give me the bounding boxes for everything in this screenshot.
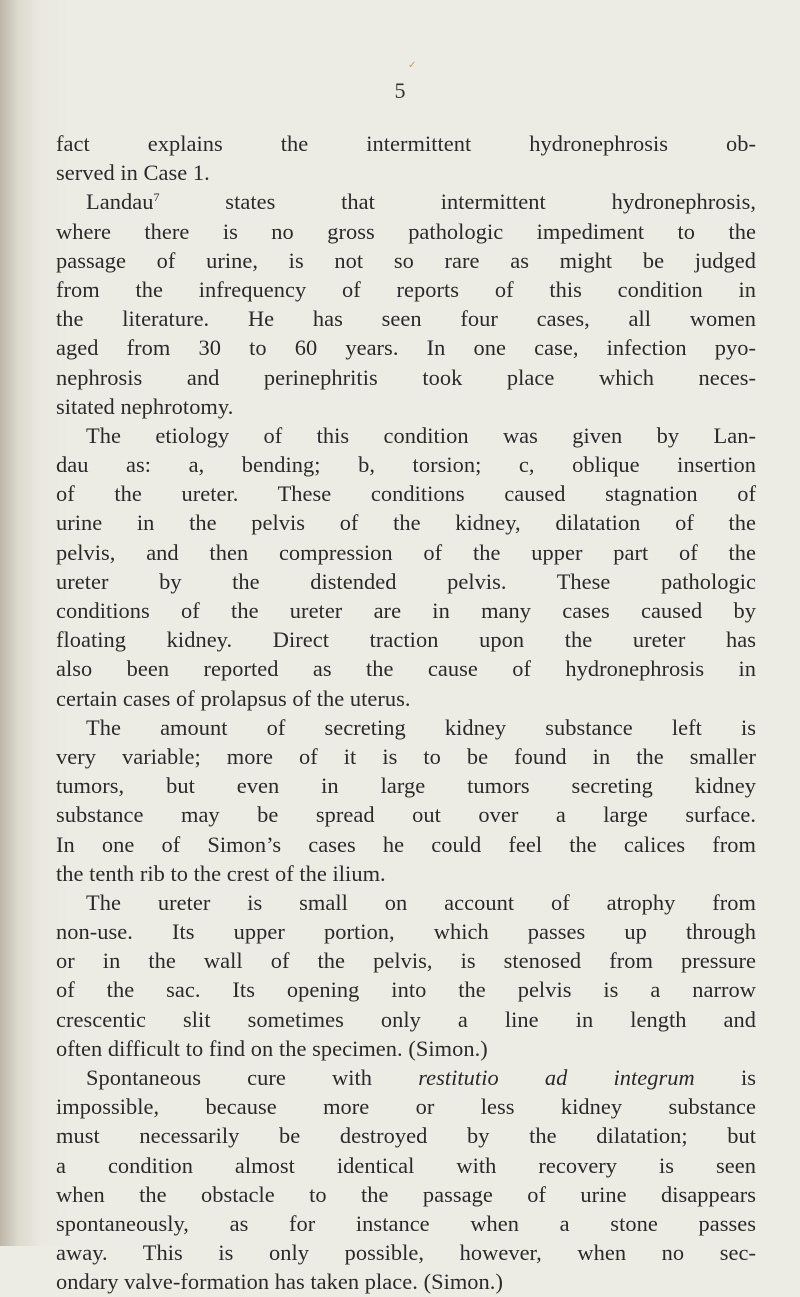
body-text <box>56 129 756 1297</box>
text-line: The etiology of this condition was given by Lan- <box>86 422 756 448</box>
text-line <box>56 1063 756 1092</box>
text-line: ureter by the distended pelvis. These pathologic <box>56 568 756 594</box>
text-line: substance may be spread out over a large surface. <box>56 802 756 828</box>
text-line: conditions of the ureter are in many cases caused by <box>56 598 756 623</box>
text-fragment: states that intermittent hydronephrosis, <box>159 189 756 215</box>
text-line: ondary valve-formation has taken place. (Simon.) <box>56 1269 503 1295</box>
text-line: floating kidney. Direct traction upon the ureter has <box>56 627 756 653</box>
text-line: nephrosis and perinephritis took place which neces- <box>56 364 756 390</box>
text-line: tumors, but even in large tumors secreting kidney <box>56 773 756 799</box>
text-line: the literature. He has seen four cases, all women <box>56 306 756 332</box>
text-line: The amount of secreting kidney substance left is <box>86 714 756 740</box>
author-name: Landau <box>86 189 154 215</box>
text-line: crescentic slit sometimes only a line in length and <box>56 1006 756 1032</box>
text-line: the tenth rib to the crest of the ilium. <box>56 860 386 886</box>
text-line <box>56 187 756 216</box>
text-line: pelvis, and then compression of the upper part of the <box>56 539 756 565</box>
text-line: must necessarily be destroyed by the dilatation; but <box>56 1123 756 1149</box>
text-fragment: Spontaneous cure with <box>86 1065 373 1090</box>
page-number: 5 <box>394 78 406 103</box>
text-line: The ureter is small on account of atrophy from <box>86 889 756 915</box>
text-line: passage of urine, is not so rare as might be judged <box>56 247 756 273</box>
text-line: non-use. Its upper portion, which passes up through <box>56 919 756 945</box>
text-fragment: is <box>740 1065 756 1090</box>
text-line: or in the wall of the pelvis, is stenosed from pressure <box>56 948 756 974</box>
text-line: often difficult to find on the specimen. (Simon.) <box>56 1035 488 1061</box>
text-line: when the obstacle to the passage of urine disappears <box>56 1181 756 1207</box>
text-line: very variable; more of it is to be found in the smaller <box>56 743 756 769</box>
text-line: dau as: a, bending; b, torsion; c, oblique insertion <box>56 452 756 478</box>
text-line: served in Case 1. <box>56 160 210 186</box>
text-line: where there is no gross pathologic impediment to the <box>56 218 756 244</box>
text-line: from the infrequency of reports of this condition in <box>56 276 756 302</box>
text-line: of the ureter. These conditions caused stagnation of <box>56 481 756 507</box>
text-line: urine in the pelvis of the kidney, dilatation of the <box>56 510 756 536</box>
latin-phrase: restitutio ad integrum <box>418 1065 695 1090</box>
ink-mark: ✓ <box>408 60 417 71</box>
text-line: a condition almost identical with recovery is seen <box>56 1152 756 1178</box>
text-line: In one of Simon’s cases he could feel the calices from <box>56 831 756 857</box>
text-line: spontaneously, as for instance when a stone passes <box>56 1210 756 1236</box>
text-line: impossible, because more or less kidney substance <box>56 1094 756 1120</box>
text-line: also been reported as the cause of hydronephrosis in <box>56 656 756 682</box>
text-line: of the sac. Its opening into the pelvis is a narrow <box>56 977 756 1003</box>
text-line: aged from 30 to 60 years. In one case, infection pyo- <box>56 335 756 361</box>
text-line: certain cases of prolapsus of the uterus. <box>56 685 411 711</box>
text-line: sitated nephrotomy. <box>56 393 234 419</box>
reference-number: 7 <box>153 190 160 205</box>
text-line: fact explains the intermittent hydronephrosis ob- <box>56 131 756 156</box>
text-line: away. This is only possible, however, when no sec- <box>56 1240 756 1266</box>
